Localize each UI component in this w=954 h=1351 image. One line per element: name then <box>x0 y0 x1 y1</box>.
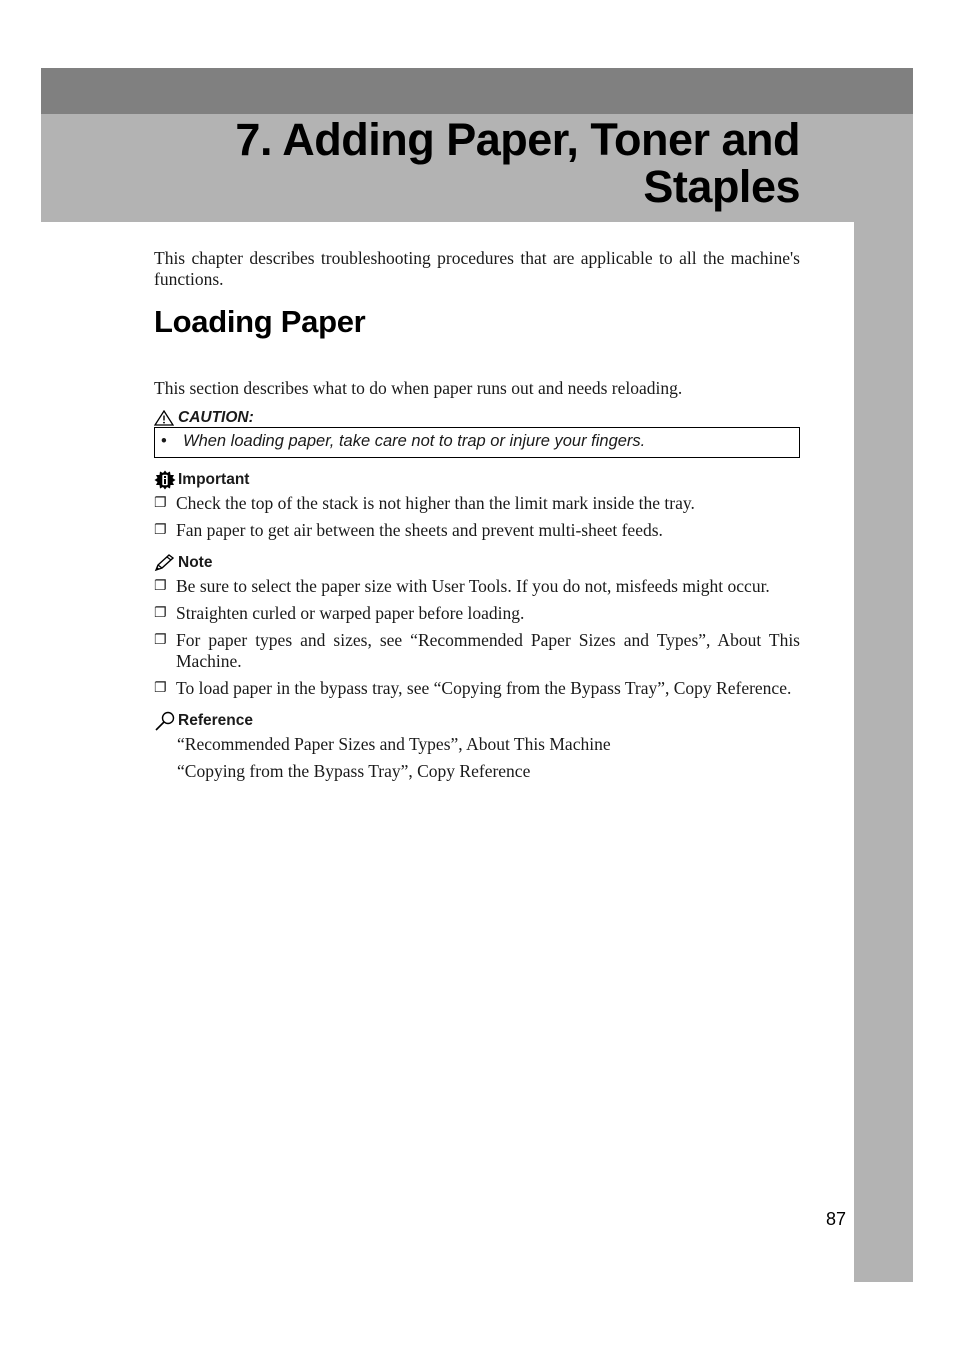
note-item-text: Be sure to select the paper size with User Tools. If you do not, misfeeds might occur. <box>176 576 770 596</box>
list-item <box>154 576 800 597</box>
important-item-text: Fan paper to get air between the sheets and prevent multi-sheet feeds. <box>176 520 663 540</box>
chapter-title <box>100 116 800 210</box>
reference-label: Reference <box>178 712 253 729</box>
important-heading <box>154 470 800 490</box>
important-badge-icon <box>154 470 176 490</box>
chapter-intro: This chapter describes troubleshooting procedures that are applicable to all the machine's functions. <box>154 248 800 289</box>
important-label: Important <box>178 471 250 488</box>
checkbox-glyph: ❐ <box>154 605 167 621</box>
warning-triangle-icon <box>154 410 174 426</box>
section-title: Loading Paper <box>154 304 366 339</box>
checkbox-glyph: ❐ <box>154 495 167 511</box>
note-item-text: To load paper in the bypass tray, see “Copying from the Bypass Tray”, Copy Reference. <box>176 678 792 698</box>
reference-line[interactable]: “Copying from the Bypass Tray”, Copy Reference <box>177 761 531 781</box>
caution-heading <box>154 409 800 427</box>
section-description: This section describes what to do when paper runs out and needs reloading. <box>154 378 683 398</box>
caution-bullet: • <box>161 432 167 450</box>
page-number: 87 <box>825 1209 846 1229</box>
page-content <box>154 248 800 788</box>
note-list <box>154 576 800 699</box>
note-label: Note <box>178 554 213 571</box>
checkbox-glyph: ❐ <box>154 522 167 538</box>
magnifier-icon <box>154 711 176 731</box>
caution-label: CAUTION: <box>178 409 254 426</box>
checkbox-glyph: ❐ <box>154 632 167 648</box>
chapter-title-line2: Staples <box>643 161 800 212</box>
list-item <box>154 678 800 699</box>
list-item <box>154 603 800 624</box>
list-item <box>154 493 800 514</box>
list-item <box>154 630 800 672</box>
checkbox-glyph: ❐ <box>154 578 167 594</box>
side-tab-band <box>854 222 913 1282</box>
header-band-dark <box>41 68 913 114</box>
reference-line[interactable]: “Recommended Paper Sizes and Types”, About This Machine <box>177 734 611 754</box>
checkbox-glyph: ❐ <box>154 680 167 696</box>
caution-box <box>154 427 800 458</box>
reference-heading <box>154 711 800 731</box>
caution-text: When loading paper, take care not to trap or injure your fingers. <box>183 432 646 450</box>
note-item-text: For paper types and sizes, see “Recommended Paper Sizes and Types”, About This Machine. <box>176 630 800 671</box>
pencil-icon <box>154 554 176 572</box>
important-item-text: Check the top of the stack is not higher than the limit mark inside the tray. <box>176 493 695 513</box>
note-heading <box>154 553 800 573</box>
important-list <box>154 493 800 541</box>
note-item-text: Straighten curled or warped paper before loading. <box>176 603 525 623</box>
list-item <box>154 520 800 541</box>
chapter-title-line1: 7. Adding Paper, Toner and <box>235 114 800 165</box>
